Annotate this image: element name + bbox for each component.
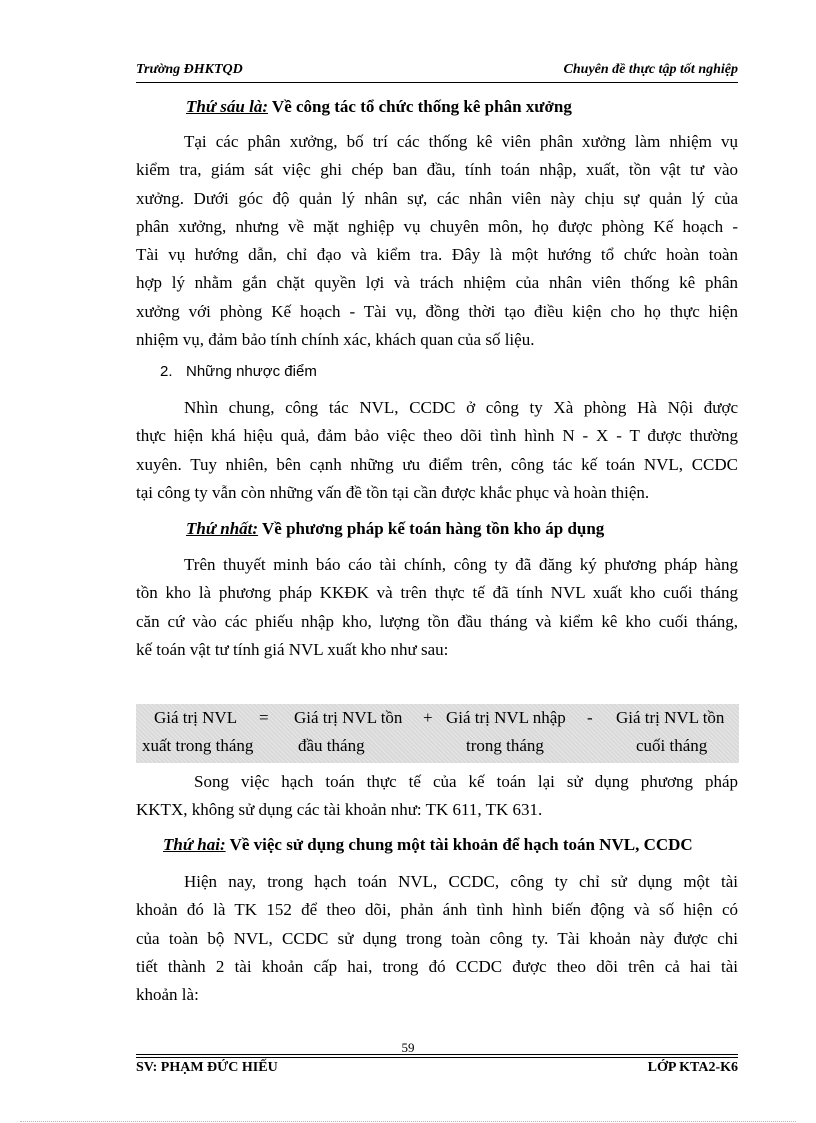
heading-first [186, 518, 604, 540]
text-line: phân xưởng, nhưng về mặt nghiệp vụ chuyên môn, họ được phòng Kế hoạch - [136, 216, 738, 236]
heading-first-text: Về phương pháp kế toán hàng tồn kho áp dụng [258, 519, 605, 538]
page-header [136, 62, 738, 82]
page-edge-dots [20, 1121, 796, 1122]
text-line: kiểm tra, giám sát việc ghi chép ban đầu, tính toán nhập, xuất, tồn vật tư vào [136, 160, 738, 180]
footer-student: SV: PHẠM ĐỨC HIẾU [136, 1060, 278, 1075]
text-line: Nhìn chung, công tác NVL, CCDC ở công ty Xà phòng Hà Nội được [184, 398, 738, 417]
text-line: nhiệm vụ, đảm bảo tính chính xác, khách quan của số liệu. [136, 330, 535, 350]
formula-equals: = [259, 708, 269, 727]
section-title: Những nhược điểm [186, 363, 317, 380]
text-line: hợp lý nhằm gắn chặt quyền lợi và trách nhiệm của nhân viên thống kê phân [136, 273, 738, 293]
heading-sixth-text: Về công tác tổ chức thống kê phân xưởng [267, 97, 572, 116]
heading-first-prefix: Thứ nhất: [186, 519, 259, 538]
formula-term2-line1: Giá trị NVL tồn [294, 708, 403, 727]
text-line: Trên thuyết minh báo cáo tài chính, công ty đã đăng ký phương pháp hàng [184, 555, 738, 574]
text-line: khoản đó là TK 152 để theo dõi, phản ánh tình hình biến động và số hiện có [136, 900, 738, 920]
paragraph-4 [136, 768, 738, 825]
section-heading [160, 363, 317, 380]
paragraph-5 [136, 868, 738, 1009]
text-line: tồn kho là phương pháp KKĐK và trên thực tế đã tính NVL xuất kho cuối tháng [136, 583, 738, 603]
paragraph-1 [136, 128, 738, 354]
text-line: khoản là: [136, 985, 199, 1005]
formula-term4-line1: Giá trị NVL tồn [616, 708, 725, 727]
formula-box [136, 704, 739, 763]
footer-class: LỚP KTA2-K6 [647, 1060, 738, 1075]
formula-term1-line2: xuất trong tháng [142, 736, 254, 755]
formula-minus: - [587, 708, 593, 727]
paragraph-3 [136, 551, 738, 664]
section-number: 2. [160, 363, 173, 380]
formula-term4-line2: cuối tháng [636, 736, 708, 755]
heading-second-prefix: Thứ hai: [163, 835, 226, 854]
formula-term3-line2: trong tháng [466, 736, 544, 755]
header-rule [136, 82, 738, 83]
text-line: xưởng với phòng Kế hoạch - Tài vụ, đồng thời tạo điều kiện cho họ thực hiện [136, 301, 738, 321]
text-line: thực hiện khá hiệu quả, đảm bảo việc theo dõi tình hình N - X - T được thường [136, 426, 738, 446]
heading-second-text: Về việc sử dụng chung một tài khoản để hạch toán NVL, CCDC [225, 835, 693, 854]
text-line: xuyên. Tuy nhiên, bên cạnh những ưu điểm trên, công tác kế toán NVL, CCDC [136, 454, 738, 474]
text-line: kế toán vật tư tính giá NVL xuất kho như sau: [136, 639, 449, 659]
header-school: Trường ĐHKTQD [136, 62, 243, 77]
text-line: xưởng. Dưới góc độ quản lý nhân sự, các nhân viên này chịu sự quản lý của [136, 188, 738, 208]
text-line: tiết thành 2 tài khoản cấp hai, trong đó CCDC được theo dõi trên cả hai tài [136, 956, 738, 976]
header-doc-title: Chuyên đề thực tập tốt nghiệp [563, 62, 738, 77]
text-line: Song việc hạch toán thực tế của kế toán lại sử dụng phương pháp [194, 772, 738, 791]
text-line: tại công ty vẫn còn những vấn đề tồn tại cần được khắc phục và hoàn thiện. [136, 482, 650, 502]
formula-term3-line1: Giá trị NVL nhập [446, 708, 566, 727]
text-line: Hiện nay, trong hạch toán NVL, CCDC, công ty chỉ sử dụng một tài [184, 872, 738, 891]
heading-sixth-prefix: Thứ sáu là: [186, 97, 268, 116]
page-number: 59 [401, 1040, 415, 1055]
formula-term2-line2: đầu tháng [298, 736, 365, 755]
footer-rule [136, 1054, 738, 1055]
paragraph-2 [136, 394, 738, 507]
text-line: căn cứ vào các phiếu nhập kho, lượng tồn đầu tháng và kiểm kê kho cuối tháng, [136, 611, 738, 631]
footer-rule-double [136, 1057, 738, 1058]
text-line: KKTX, không sử dụng các tài khoản như: TK 611, TK 631. [136, 800, 543, 820]
text-line: Tại các phân xưởng, bố trí các thống kê viên phân xưởng làm nhiệm vụ [184, 132, 738, 151]
heading-second [163, 834, 693, 856]
text-line: của toàn bộ NVL, CCDC sử dụng trong toàn công ty. Tài khoản này được chi [136, 928, 738, 948]
heading-sixth [186, 96, 572, 118]
text-line: Tài vụ hướng dẫn, chỉ đạo và kiểm tra. Đây là một hướng tổ chức hoàn toàn [136, 245, 738, 265]
formula-plus: + [423, 708, 433, 727]
formula-term1-line1: Giá trị NVL [154, 708, 238, 727]
